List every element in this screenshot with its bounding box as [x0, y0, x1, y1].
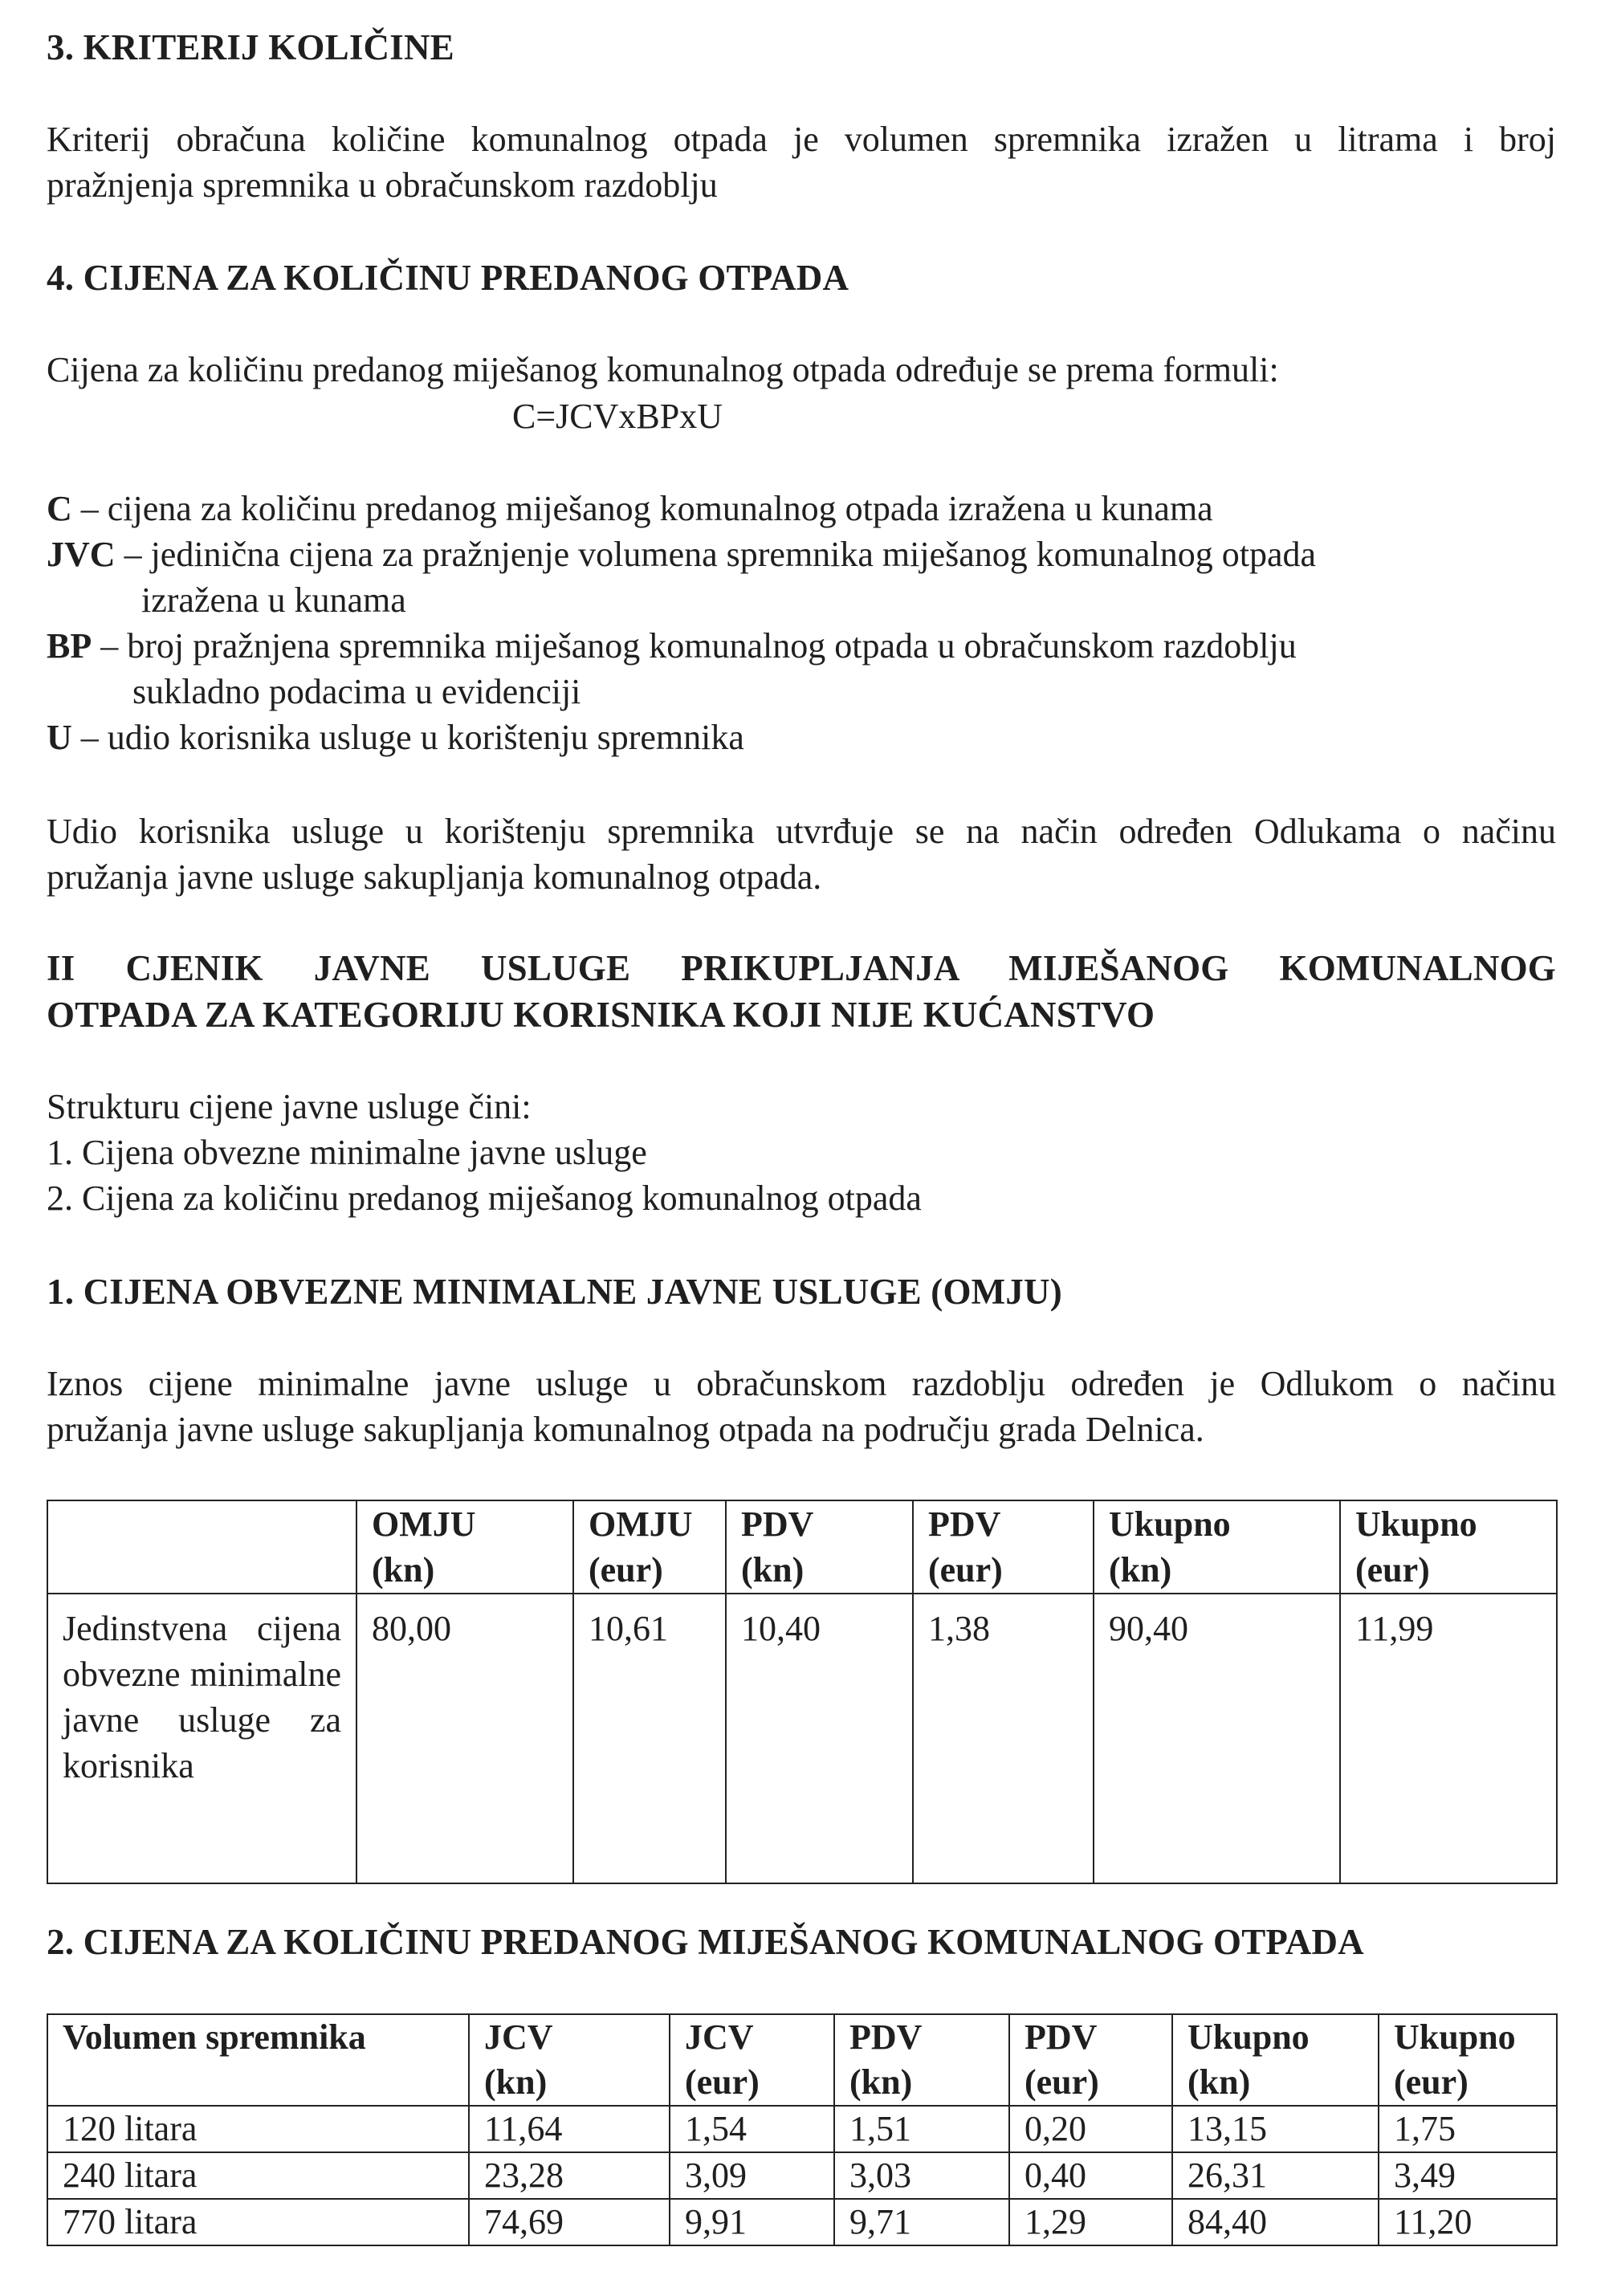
omju-value-cell: 90,40: [1094, 1594, 1340, 1883]
table-cell: 240 litara: [47, 2152, 469, 2199]
definition-c: [47, 488, 1213, 529]
omju-table: [47, 1500, 1558, 1884]
table-cell: 13,15: [1172, 2106, 1379, 2152]
table-row: [47, 2106, 1557, 2152]
kolicina-header-cell: PDV (eur): [1009, 2014, 1172, 2106]
structure-item-2: 2. Cijena za količinu predanog miješanog komunalnog otpada: [47, 1179, 922, 1218]
formula: C=JCVxBPxU: [512, 397, 723, 436]
table-cell: 23,28: [469, 2152, 670, 2199]
definition-text: – jedinična cijena za pražnjenje volumena spremnika miješanog komunalnog otpada: [115, 535, 1317, 574]
kolicina-header-cell: Ukupno (kn): [1172, 2014, 1379, 2106]
kolicina-header-cell: Ukupno (eur): [1379, 2014, 1557, 2106]
table-cell: 3,03: [834, 2152, 1009, 2199]
table-cell: 11,20: [1379, 2199, 1557, 2245]
omju-table-header-row: [47, 1500, 1557, 1594]
table-cell: 9,71: [834, 2199, 1009, 2245]
definition-term: U: [47, 718, 72, 757]
table-cell: 0,40: [1009, 2152, 1172, 2199]
omju-value-cell: 10,61: [573, 1594, 726, 1883]
definition-bp-continued: sukladno podacima u evidenciji: [132, 672, 581, 711]
table-row: [47, 2199, 1557, 2245]
omju-heading: 1. CIJENA OBVEZNE MINIMALNE JAVNE USLUGE (OMJU): [47, 1272, 1062, 1312]
definition-text: – udio korisnika usluge u korištenju spremnika: [71, 718, 744, 757]
table-cell: 9,91: [670, 2199, 834, 2245]
definition-u: [47, 717, 744, 758]
udio-paragraph-line-1: Udio korisnika usluge u korištenju spremnika utvrđuje se na način određen Odlukama o načinu: [47, 812, 1556, 851]
section-4-intro: Cijena za količinu predanog miješanog komunalnog otpada određuje se prema formuli:: [47, 350, 1279, 389]
section-II-heading-line-2: OTPADA ZA KATEGORIJU KORISNIKA KOJI NIJE KUĆANSTVO: [47, 995, 1155, 1035]
definition-jvc-continued: izražena u kunama: [141, 580, 406, 620]
definition-term: BP: [47, 626, 92, 666]
structure-item-1: 1. Cijena obvezne minimalne javne usluge: [47, 1133, 647, 1172]
table-cell: 770 litara: [47, 2199, 469, 2245]
omju-header-cell: Ukupno (kn): [1094, 1500, 1340, 1594]
definition-term: JVC: [47, 535, 116, 574]
omju-header-cell: OMJU (kn): [356, 1500, 573, 1594]
kolicina-table-header-row: [47, 2014, 1557, 2106]
omju-value-cell: 11,99: [1340, 1594, 1557, 1883]
definition-text: – broj pražnjena spremnika miješanog komunalnog otpada u obračunskom razdoblju: [92, 626, 1297, 666]
table-cell: 84,40: [1172, 2199, 1379, 2245]
table-cell: 3,09: [670, 2152, 834, 2199]
table-row: [47, 2152, 1557, 2199]
definition-text: – cijena za količinu predanog miješanog komunalnog otpada izražena u kunama: [71, 489, 1213, 528]
kolicina-table: [47, 2013, 1558, 2246]
omju-header-cell: PDV (eur): [913, 1500, 1094, 1594]
section-3-paragraph-line-2: pražnjenja spremnika u obračunskom razdoblju: [47, 165, 718, 205]
table-cell: 74,69: [469, 2199, 670, 2245]
definition-bp: [47, 625, 1297, 666]
omju-header-cell: OMJU (eur): [573, 1500, 726, 1594]
definition-term: C: [47, 489, 72, 528]
kolicina-header-cell: JCV (eur): [670, 2014, 834, 2106]
table-row: [47, 1594, 1557, 1883]
udio-paragraph-line-2: pružanja javne usluge sakupljanja komunalnog otpada.: [47, 857, 822, 897]
omju-value-cell: 80,00: [356, 1594, 573, 1883]
kolicina-header-cell: PDV (kn): [834, 2014, 1009, 2106]
definition-jvc: [47, 534, 1316, 575]
structure-intro: Strukturu cijene javne usluge čini:: [47, 1087, 532, 1126]
table-cell: 1,29: [1009, 2199, 1172, 2245]
section-3-paragraph-line-1: Kriterij obračuna količine komunalnog otpada je volumen spremnika izražen u litrama i broj: [47, 120, 1556, 159]
table-cell: 0,20: [1009, 2106, 1172, 2152]
omju-header-cell: Ukupno (eur): [1340, 1500, 1557, 1594]
omju-row-label: Jedinstvena cijena obvezne minimalne javne usluge za korisnika: [47, 1594, 356, 1883]
omju-header-cell: PDV (kn): [726, 1500, 913, 1594]
section-3-heading: 3. KRITERIJ KOLIČINE: [47, 27, 454, 67]
table-cell: 11,64: [469, 2106, 670, 2152]
section-II-heading-line-1: II CJENIK JAVNE USLUGE PRIKUPLJANJA MIJEŠANOG KOMUNALNOG: [47, 948, 1556, 988]
kolicina-header-cell: JCV (kn): [469, 2014, 670, 2106]
table-cell: 26,31: [1172, 2152, 1379, 2199]
omju-paragraph-line-2: pružanja javne usluge sakupljanja komunalnog otpada na području grada Delnica.: [47, 1410, 1204, 1449]
kolicina-heading: 2. CIJENA ZA KOLIČINU PREDANOG MIJEŠANOG KOMUNALNOG OTPADA: [47, 1922, 1364, 1962]
kolicina-header-cell: Volumen spremnika: [47, 2014, 469, 2106]
section-4-heading: 4. CIJENA ZA KOLIČINU PREDANOG OTPADA: [47, 258, 849, 298]
table-cell: 1,75: [1379, 2106, 1557, 2152]
omju-header-cell: [47, 1500, 356, 1594]
omju-value-cell: 1,38: [913, 1594, 1094, 1883]
table-cell: 1,51: [834, 2106, 1009, 2152]
table-cell: 120 litara: [47, 2106, 469, 2152]
omju-paragraph-line-1: Iznos cijene minimalne javne usluge u obračunskom razdoblju određen je Odlukom o načinu: [47, 1364, 1556, 1403]
table-cell: 3,49: [1379, 2152, 1557, 2199]
table-cell: 1,54: [670, 2106, 834, 2152]
omju-value-cell: 10,40: [726, 1594, 913, 1883]
